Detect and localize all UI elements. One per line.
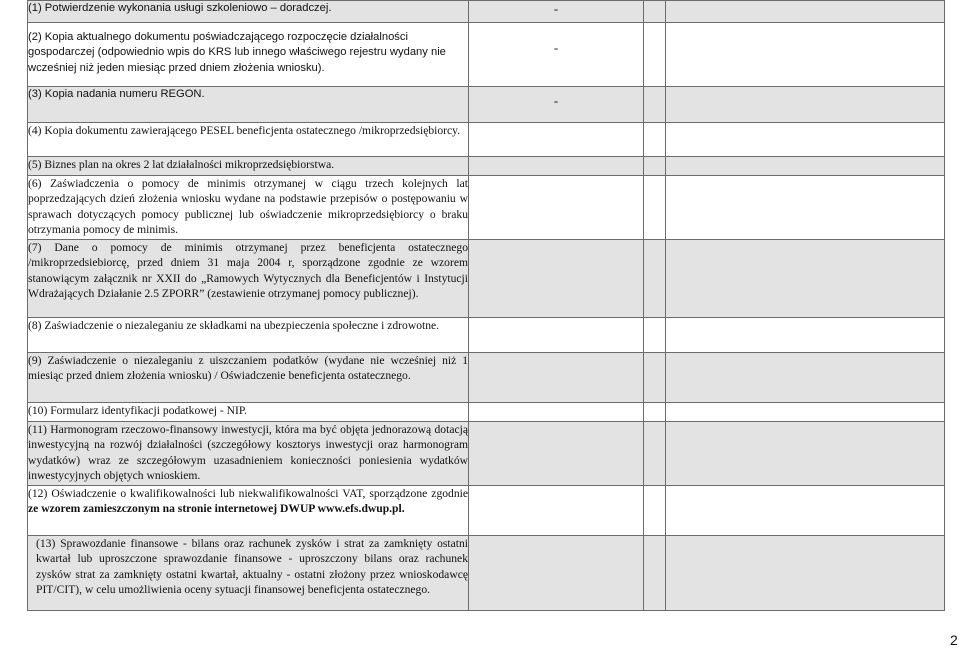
row-11-cell-wide [666,422,945,486]
table-row [28,87,945,123]
row-9-cell-wide [666,353,945,403]
row-3-mark: - [469,87,644,123]
row-10-text: (10) Formularz identyfikacji podatkowej - NIP. [28,403,469,422]
row-7-text: (7) Dane o pomocy de minimis otrzymanej przez beneficjenta ostatecznego /mikroprzedsiebiorcę, przed dniem 31 maja 2004 r, sporządzone zgodnie ze wzorem stanowiącym załącznik nr XXII do „Ramowych Wytycznych dla Beneficjentów i Instytucji Wdrażających Działanie 2.5 ZPORR” (zestawienie otrzymanej pomocy publicznej). [28,240,469,318]
row-8-cell-wide [666,318,945,353]
row-2-text [28,23,469,87]
row-8-mark [469,318,644,353]
row-8-text: (8) Zaświadczenie o niezaleganiu ze składkami na ubezpieczenia społeczne i zdrowotne. [28,318,469,353]
page-number: 2 [950,632,958,648]
row-9-mark [469,353,644,403]
table-row [28,240,945,318]
row-7-cell-wide [666,240,945,318]
table-row [28,422,945,486]
table-row [28,318,945,353]
row-4-cell-wide [666,123,945,157]
row-5-cell-narrow [644,157,666,176]
row-7-cell-narrow [644,240,666,318]
row-10-mark [469,403,644,422]
table-row [28,23,945,87]
row-5-mark [469,157,644,176]
row-2-cell-wide [666,23,945,87]
table-row [28,1,945,23]
row-11-text: (11) Harmonogram rzeczowo-finansowy inwestycji, która ma być objęta jednorazową dotacją inwestycyjną na rozwój działalności (szczegółowy kosztorys inwestycji oraz harmonogram wydatków) wraz ze szczegółowym uzasadnieniem konieczności poniesienia wydatków inwestycyjnych objętych wnioskiem. [28,422,469,486]
row-13-text: (13) Sprawozdanie finansowe - bilans oraz rachunek zysków i strat za zamknięty ostatni kwartał lub uproszczone sprawozdanie finansowe - uproszczony bilans oraz rachunek zysków strat za zamknięty ostatni kwartał, aktualny - ostatni złożony przez wnioskodawcę PIT/CIT), w celu umożliwienia oceny sytuacji finansowej beneficjenta ostatecznego. [28,536,469,611]
row-13-cell-wide [666,536,945,611]
row-4-mark [469,123,644,157]
row-1-cell-wide [666,1,945,23]
table-row [28,123,945,157]
row-6-cell-narrow [644,176,666,240]
row-3-cell-narrow [644,87,666,123]
row-9-text: (9) Zaświadczenie o niezaleganiu z uiszczaniem podatków (wydane nie wcześniej niż 1 miesiąc przed dniem złożenia wniosku) / Oświadczenie beneficjenta ostatecznego. [28,353,469,403]
row-11-mark [469,422,644,486]
row-5-text: (5) Biznes plan na okres 2 lat działalności mikroprzedsiębiorstwa. [28,157,469,176]
row-1-cell-narrow [644,1,666,23]
table-row [28,403,945,422]
row-7-mark [469,240,644,318]
row-11-cell-narrow [644,422,666,486]
row-13-cell-narrow [644,536,666,611]
table-row [28,157,945,176]
table-row [28,486,945,536]
row-6-cell-wide [666,176,945,240]
row-2-mark: - [469,23,644,87]
row-6-mark [469,176,644,240]
row-12-text [28,486,469,536]
row-1-mark: - [469,1,644,23]
row-10-cell-narrow [644,403,666,422]
table-row [28,176,945,240]
table-row [28,353,945,403]
row-12-cell-wide [666,486,945,536]
row-6-text: (6) Zaświadczenia o pomocy de minimis otrzymanej w ciągu trzech kolejnych lat poprzedzających dzień złożenia wniosku wydane na podstawie przepisów o postępowaniu w sprawach dotyczących pomocy publicznej lub oświadczenie mikroprzedsiębiorcy o braku otrzymania pomocy de minimis. [28,176,469,240]
row-12-text-bold: ze wzorem zamieszczonym na stronie internetowej DWUP www.efs.dwup.pl. [28,502,405,516]
row-2-body: (2) Kopia aktualnego dokumentu poświadczającego rozpoczęcie działalności gospodarczej (odpowiednio wpis do KRS lub innego właściwego rejestru wydany nie wcześniej niż jeden miesiąc przed dniem złożenia wniosku). [28,31,446,74]
row-4-text: (4) Kopia dokumentu zawierającego PESEL beneficjenta ostatecznego /mikroprzedsiębiorcy. [28,123,469,157]
row-3-text: (3) Kopia nadania numeru REGON. [28,87,469,123]
row-8-cell-narrow [644,318,666,353]
documents-table [27,0,945,611]
row-12-cell-narrow [644,486,666,536]
row-12-mark [469,486,644,536]
table-row [28,536,945,611]
row-4-cell-narrow [644,123,666,157]
row-9-cell-narrow [644,353,666,403]
row-1-text: (1) Potwierdzenie wykonania usługi szkoleniowo – doradczej. [28,1,469,23]
row-13-mark [469,536,644,611]
row-10-cell-wide [666,403,945,422]
row-3-cell-wide [666,87,945,123]
row-2-cell-narrow [644,23,666,87]
row-12-text-plain: (12) Oświadczenie o kwalifikowalności lub niekwalifikowalności VAT, sporządzone zgodnie [28,487,468,500]
row-5-cell-wide [666,157,945,176]
